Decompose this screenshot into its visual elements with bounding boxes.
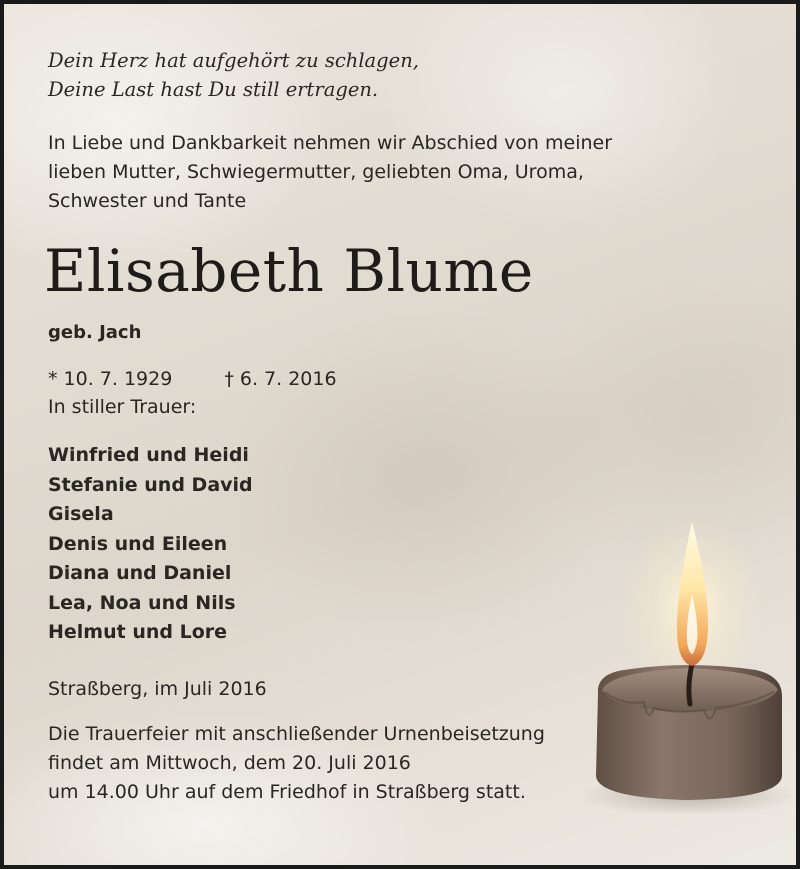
intro-line: Schwester und Tante bbox=[48, 190, 247, 212]
candle-image bbox=[584, 514, 794, 814]
intro-line: lieben Mutter, Schwiegermutter, geliebten Oma, Uroma, bbox=[48, 161, 584, 183]
mourning-heading: In stiller Trauer: bbox=[48, 396, 197, 418]
place-date: Straßberg, im Juli 2016 bbox=[48, 678, 267, 700]
birth-date: * 10. 7. 1929 bbox=[48, 368, 173, 390]
motto-line: Dein Herz hat aufgehört zu schlagen, bbox=[48, 49, 419, 72]
funeral-line: findet am Mittwoch, dem 20. Juli 2016 bbox=[48, 752, 411, 774]
funeral-info bbox=[48, 720, 545, 807]
mourner-name: Denis und Eileen bbox=[48, 532, 228, 555]
mourner-name: Gisela bbox=[48, 503, 114, 525]
candle-wick bbox=[689, 664, 692, 704]
maiden-name: geb. Jach bbox=[48, 322, 142, 343]
funeral-line: Die Trauerfeier mit anschließender Urnenbeisetzung bbox=[48, 723, 545, 745]
intro-text bbox=[48, 129, 612, 216]
mourners-list bbox=[48, 441, 253, 648]
mourner-name: Winfried und Heidi bbox=[48, 444, 249, 466]
intro-line: In Liebe und Dankbarkeit nehmen wir Abschied von meiner bbox=[48, 132, 613, 154]
deceased-name: Elisabeth Blume bbox=[44, 237, 534, 305]
mourner-name: Stefanie und David bbox=[48, 473, 253, 496]
mourner-name: Diana und Daniel bbox=[48, 562, 232, 584]
mourner-name: Lea, Noa und Nils bbox=[48, 591, 236, 614]
life-dates bbox=[48, 368, 337, 390]
motto-verse bbox=[48, 46, 419, 104]
candle-icon bbox=[584, 514, 794, 814]
motto-line: Deine Last hast Du still ertragen. bbox=[48, 78, 379, 101]
death-date: † 6. 7. 2016 bbox=[224, 368, 337, 390]
funeral-line: um 14.00 Uhr auf dem Friedhof in Straßberg statt. bbox=[48, 781, 526, 803]
mourner-name: Helmut und Lore bbox=[48, 621, 228, 643]
